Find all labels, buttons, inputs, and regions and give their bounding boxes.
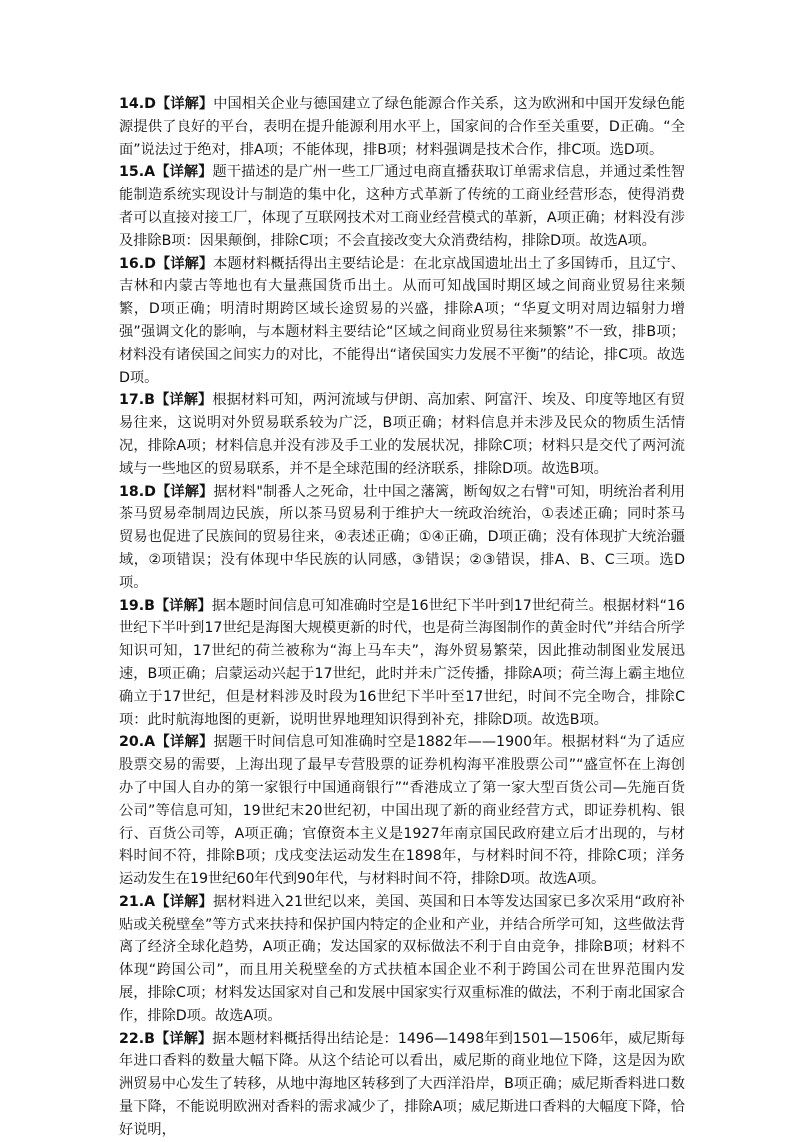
- answer-lead: 19.B【详解】: [119, 597, 212, 614]
- answer-text: 据材料"制番人之死命，壮中国之藩篱，断匈奴之右臂"可知，明统治者利用茶马贸易牵制周边民族，所以茶马贸易利于维护大一统政治统治，①表述正确；同时茶马贸易也促进了民族间的贸易往来，④表述正确；①④正确，D项正确；没有体现扩大统治疆域，②项错误；没有体现中华民族的认同感，③错误；②③错误，排A、B、C三项。选D项。: [119, 483, 685, 591]
- answer-lead: 15.A【详解】: [119, 164, 213, 181]
- answer-lead: 20.A【详解】: [119, 734, 214, 751]
- answer-18: [119, 481, 685, 595]
- answer-text: 据材料进入21世纪以来，美国、英国和日本等发达国家已多次采用“政府补贴或关税壁垒”等方式来扶持和保护国内特定的企业和产业，并结合所学可知，这些做法背离了经济全球化趋势，A项正确；发达国家的双标做法不利于自由竞争，排除B项；材料不体现“跨国公司”，而且用关税壁垒的方式扶植本国企业不利于跨国公司在世界范围内发展，排除C项；材料发达国家对自己和发展中国家实行双重标准的做法，不利于南北国家合作，排除D项。故选A项。: [119, 893, 685, 1024]
- answer-15: [119, 161, 685, 252]
- answer-text: 根据材料可知，两河流域与伊朗、高加索、阿富汗、埃及、印度等地区有贸易往来，这说明对外贸易联系较为广泛，B项正确；材料信息并未涉及民众的物质生活情况，排除A项；材料信息并没有涉及手工业的发展状况，排除C项；材料只是交代了两河流域与一些地区的贸易联系，并不是全球范围的经济联系，排除D项。故选B项。: [119, 392, 685, 477]
- answer-lead: 17.B【详解】: [119, 392, 213, 409]
- answer-17: [119, 389, 685, 480]
- answer-lead: 21.A【详解】: [119, 893, 213, 910]
- answer-lead: 16.D【详解】: [119, 255, 214, 272]
- answer-text: 据题干时间信息可知准确时空是1882年——1900年。根据材料“为了适应股票交易的需要，上海出现了最早专营股票的证券机构海平准股票公司”“盛宣怀在上海创办了中国人自办的第一家银行中国通商银行”“香港成立了第一家大型百货公司—先施百货公司”等信息可知，19世纪末20世纪初，中国出现了新的商业经营方式，即证券机构、银行、百货公司等，A项正确；官僚资本主义是1927年南京国民政府建立后才出现的，与材料时间不符，排除B项；戊戌变法运动发生在1898年，与材料时间不符，排除C项；洋务运动发生在19世纪60年代到90年代，与材料时间不符，排除D项。故选A项。: [119, 734, 685, 888]
- answer-19: [119, 595, 685, 732]
- answer-16: [119, 253, 685, 390]
- answer-lead: 18.D【详解】: [119, 483, 214, 500]
- answer-text: 据本题材料概括得出结论是：1496—1498年到1501—1506年，威尼斯每年进口香料的数量大幅下降。从这个结论可以看出，威尼斯的商业地位下降，这是因为欧洲贸易中心发生了转移，从地中海地区转移到了大西洋沿岸，B项正确；威尼斯香料进口数量下降，不能说明欧洲对香料的需求减少了，排除A项；威尼斯进口香料的大幅度下降，恰好说明，: [119, 1030, 685, 1138]
- answer-text: 题干描述的是广州一些工厂通过电商直播获取订单需求信息，并通过柔性智能制造系统实现设计与制造的集中化，这种方式革新了传统的工商业经营形态，使得消费者可以直接对接工厂，体现了互联网技术对工商业经营模式的革新，A项正确；材料没有涉及排除B项：因果颠倒，排除C项；不会直接改变大众消费结构，排除D项。故选A项。: [119, 164, 685, 249]
- answer-text: 据本题时间信息可知准确时空是16世纪下半叶到17世纪荷兰。根据材料“16世纪下半叶到17世纪是海图大规模更新的时代，也是荷兰海图制作的黄金时代”并结合所学知识可知，17世纪的荷兰被称为“海上马车夫”，海外贸易繁荣，因此推动制图业发展迅速，B项正确；启蒙运动兴起于17世纪，此时并未广泛传播，排除A项；荷兰海上霸主地位确立于17世纪，但是材料涉及时段为16世纪下半叶至17世纪，时间不完全吻合，排除C项：此时航海地图的更新，说明世界地理知识得到补充，排除D项。故选B项。: [119, 597, 685, 728]
- answer-20: [119, 731, 685, 891]
- answer-21: [119, 891, 685, 1028]
- answer-lead: 14.D【详解】: [119, 96, 214, 112]
- answer-text: 本题材料概括得出主要结论是：在北京战国遗址出土了多国铸币，且辽宁、吉林和内蒙古等地也有大量燕国货币出土。从而可知战国时期区域之间商业贸易往来频繁，D项正确；明清时期跨区域长途贸易的兴盛，排除A项；“华夏文明对周边辐射力增强”强调文化的影响，与本题材料主要结论“区域之间商业贸易往来频繁”不一致，排B项；材料没有诸侯国之间实力的对比，不能得出“诸侯国实力发展不平衡”的结论，排C项。故选D项。: [119, 255, 685, 386]
- answer-explanations: [119, 93, 685, 1142]
- answer-lead: 22.B【详解】: [119, 1030, 213, 1047]
- answer-22: [119, 1028, 685, 1142]
- answer-text: 中国相关企业与德国建立了绿色能源合作关系，这为欧洲和中国开发绿色能源提供了良好的平台，表明在提升能源利用水平上，国家间的合作至关重要，D正确。“全面”说法过于绝对，排A项；不能体现，排B项；材料强调是技术合作，排C项。选D项。: [119, 96, 685, 158]
- answer-14: [119, 93, 685, 161]
